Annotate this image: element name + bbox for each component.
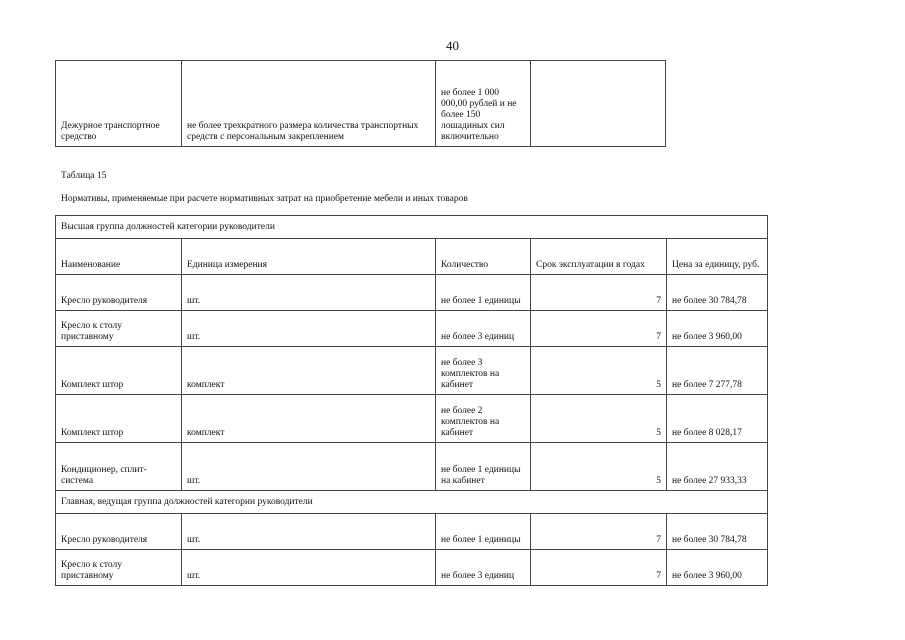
cell-unit: шт. [182,443,436,491]
cell-lifetime: 7 [531,550,667,586]
cell-extra [531,61,666,147]
cell-name: Кресло к столу приставному [56,311,182,347]
cell-price: не более 7 277,78 [667,347,768,395]
cell-lifetime: 5 [531,395,667,443]
header-lifetime: Срок эксплуатации в годах [531,239,667,275]
cell-unit: шт. [182,311,436,347]
table-row [56,395,768,443]
cell-name: Кондиционер, сплит-система [56,443,182,491]
cell-quantity: не более 2 комплектов на кабинет [436,395,531,443]
cell-lifetime: 7 [531,311,667,347]
cell-price: не более 30 784,78 [667,275,768,311]
table-label: Таблица 15 [61,171,107,181]
cell-price: не более 3 960,00 [667,550,768,586]
cell-name: Комплект штор [56,347,182,395]
cell-unit: комплект [182,395,436,443]
cell-lifetime: 7 [531,275,667,311]
table-row [56,443,768,491]
group-title: Высшая группа должностей категории руководители [56,216,768,239]
page-number: 40 [446,38,459,53]
column-header-row [56,239,768,275]
header-price: Цена за единицу, руб. [667,239,768,275]
cell-lifetime: 5 [531,443,667,491]
cell-quantity: не более 1 000 000,00 рублей и не более 150 лошадиных сил включительно [436,61,531,147]
cell-name: Дежурное транспортное средство [56,61,182,147]
cell-quantity: не более 1 единицы [436,275,531,311]
table-row [56,550,768,586]
cell-name: Комплект штор [56,395,182,443]
cell-name: Кресло руководителя [56,514,182,550]
cell-quantity: не более 1 единицы [436,514,531,550]
furniture-norms-table [55,215,768,586]
table-row [56,61,666,147]
cell-unit: шт. [182,550,436,586]
table-row [56,275,768,311]
cell-unit: не более трехкратного размера количества транспортных средств с персональным закреплением [182,61,436,147]
table-row [56,311,768,347]
cell-quantity: не более 3 комплектов на кабинет [436,347,531,395]
continued-table [55,60,666,147]
cell-name: Кресло руководителя [56,275,182,311]
cell-quantity: не более 3 единиц [436,311,531,347]
cell-quantity: не более 1 единицы на кабинет [436,443,531,491]
cell-price: не более 30 784,78 [667,514,768,550]
table-title: Нормативы, применяемые при расчете нормативных затрат на приобретение мебели и иных товаров [61,194,468,204]
cell-lifetime: 5 [531,347,667,395]
table-row [56,347,768,395]
cell-unit: шт. [182,514,436,550]
cell-quantity: не более 3 единиц [436,550,531,586]
cell-price: не более 27 933,33 [667,443,768,491]
table-row [56,514,768,550]
cell-price: не более 8 028,17 [667,395,768,443]
group-header-row [56,491,768,514]
cell-price: не более 3 960,00 [667,311,768,347]
cell-unit: комплект [182,347,436,395]
group-header-row [56,216,768,239]
header-name: Наименование [56,239,182,275]
group-title: Главная, ведущая группа должностей категории руководители [56,491,768,514]
header-unit: Единица измерения [182,239,436,275]
cell-lifetime: 7 [531,514,667,550]
cell-name: Кресло к столу приставному [56,550,182,586]
header-quantity: Количество [436,239,531,275]
cell-unit: шт. [182,275,436,311]
